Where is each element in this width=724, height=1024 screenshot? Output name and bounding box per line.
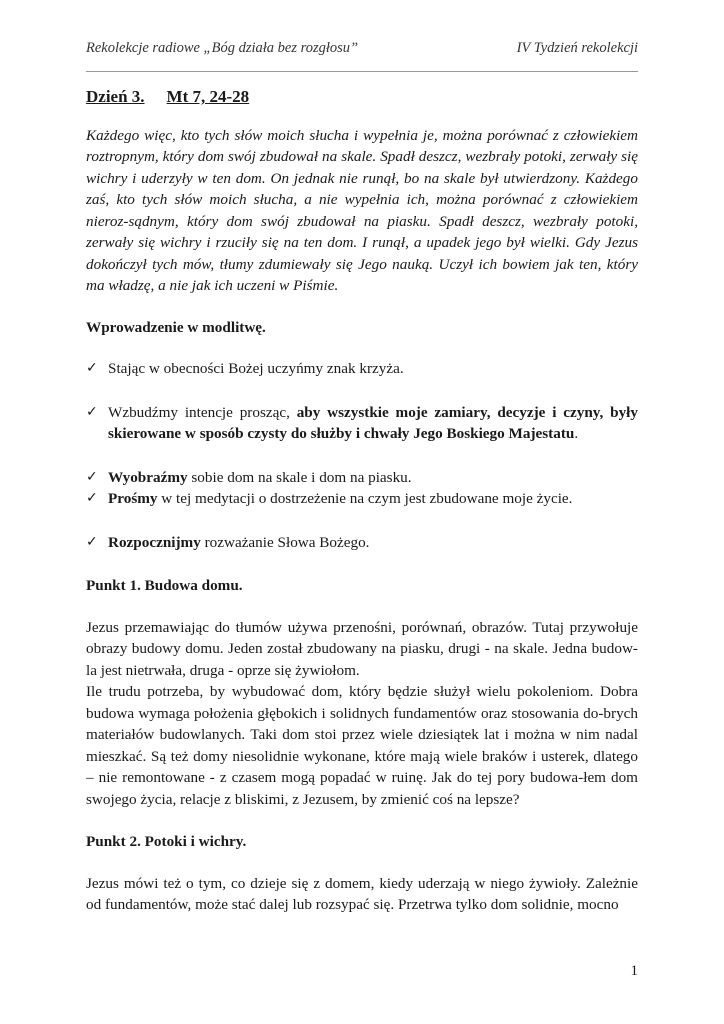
page-number: 1 bbox=[630, 963, 638, 979]
point1-paragraph: Jezus przemawiając do tłumów używa przenośni, porównań, obrazów. Tutaj przywołuje obrazy budowy domu. Jeden został zbudowany na piasku, drugi - na skale. Jedna budow-la jest nietrwała, druga - oprze się żywiołom. bbox=[86, 618, 638, 679]
checkmark-icon: ✓ bbox=[86, 403, 98, 420]
prayer-step: ✓ Stając w obecności Bożej uczyńmy znak krzyża. bbox=[86, 358, 638, 380]
prayer-steps bbox=[86, 358, 638, 380]
prayer-step: ✓ Wzbudźmy intencje prosząc, aby wszystkie moje zamiary, decyzje i czyny, były skierowane w sposób czysty do służby i chwały Jego Boskiego Majestatu. bbox=[86, 403, 638, 442]
day-label: Dzień 3. bbox=[86, 87, 145, 106]
point1-paragraph: Ile trudu potrzeba, by wybudować dom, który będzie służył wielu pokoleniom. Dobra budowa wymaga położenia głębokich i solidnych fundamentów oraz stosowania do-brych materiałów budowlanych. Taki dom stoi przez wiele dziesiątek lat i można w nim nadal mieszkać. Są też domy niesolidnie wykonane, które mają wiele braków i usterek, dlatego – nie remontowane - z czasem mogą popadać w ruinę. Jak do tej pory budowa-łem dom swojego życia, relacje z bliskimi, z Jezusem, by zmienić coś na lepsze? bbox=[86, 683, 638, 808]
day-title bbox=[86, 86, 638, 108]
point1-heading: Punkt 1. Budowa domu. bbox=[86, 577, 243, 594]
header-divider bbox=[86, 71, 638, 72]
prayer-step: ✓ Wyobraźmy sobie dom na skale i dom na piasku. bbox=[86, 467, 638, 489]
scripture-reference: Mt 7, 24-28 bbox=[166, 87, 250, 106]
main-content bbox=[86, 86, 638, 916]
intro-heading: Wprowadzenie w modlitwę. bbox=[86, 318, 266, 336]
prayer-step: ✓ Rozpocznijmy rozważanie Słowa Bożego. bbox=[86, 532, 638, 554]
checkmark-icon: ✓ bbox=[86, 360, 98, 376]
point2-paragraph: Jezus mówi też o tym, co dzieje się z domem, kiedy uderzają w niego żywioły. Zależnie od fundamentów, może stać dalej lub rozsypać się. Przetrwa tylko dom solidnie, mocno bbox=[86, 874, 638, 913]
checkmark-icon: ✓ bbox=[86, 490, 98, 506]
point2-heading: Punkt 2. Potoki i wichry. bbox=[86, 833, 247, 850]
scripture-passage: Każdego więc, kto tych słów moich słucha i wypełnia je, można porównać z człowiekiem roztropnym, który dom swój zbudował na skale. Spadł deszcz, wezbrały potoki, zerwały się wichry i uderzyły w ten dom. On jednak nie runął, bo na skale był utwierdzony. Każdego zaś, kto tych słów moich słucha, a nie wypełnia ich, można porównać z człowiekiem nieroz-sądnym, który dom swój zbudował na piasku. Spadł deszcz, wezbrały potoki, zerwały się wichry i rzuciły się na ten dom. I runął, a upadek jego był wielki. Gdy Jezus dokończył tych mów, tłumy zdumiewały się Jego nauką. Uczył ich bowiem jak ten, który ma władzę, a nie jak ich uczeni w Piśmie. bbox=[86, 126, 638, 294]
header-week-label: IV Tydzień rekolekcji bbox=[516, 40, 638, 56]
header-retreat-title: Rekolekcje radiowe „Bóg działa bez rozgłosu” bbox=[86, 40, 359, 56]
page-header bbox=[86, 40, 638, 64]
checkmark-icon: ✓ bbox=[86, 533, 98, 550]
prayer-step: ✓ Prośmy w tej medytacji o dostrzeżenie na czym jest zbudowane moje życie. bbox=[86, 488, 638, 510]
checkmark-icon: ✓ bbox=[86, 468, 98, 485]
